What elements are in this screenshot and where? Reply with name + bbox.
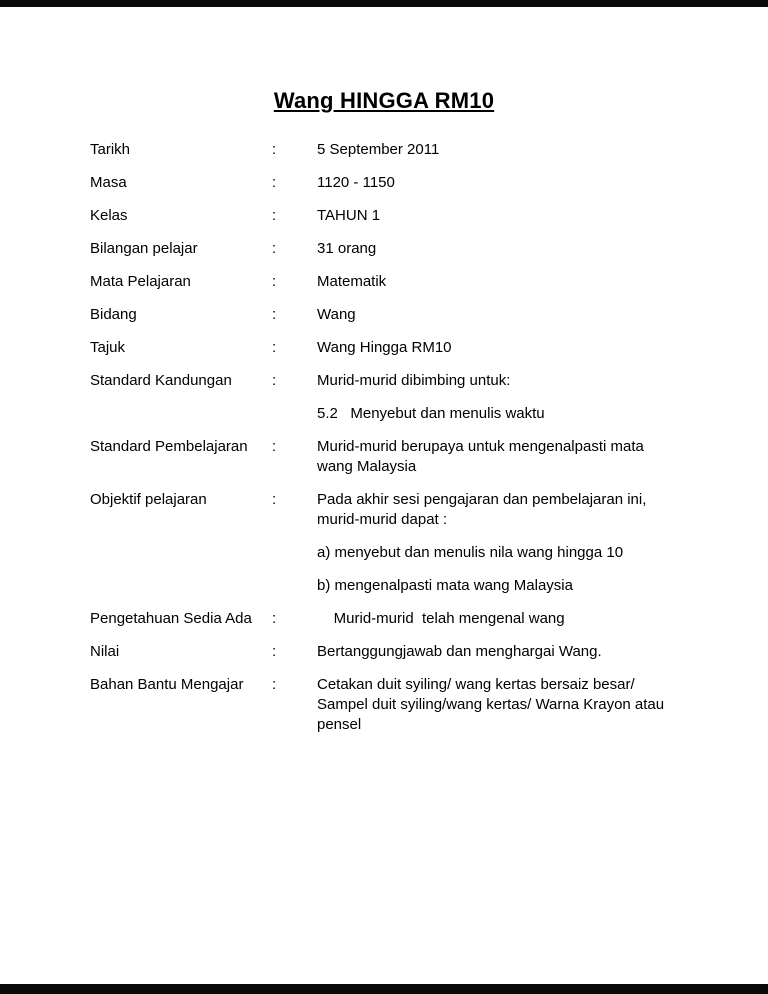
field-separator: : [272,438,277,455]
field-row [90,490,678,596]
field-row [90,140,678,160]
field-separator: : [272,207,277,224]
field-value [317,272,678,292]
field-value-line: Murid-murid berupaya untuk mengenalpasti mata wang Malaysia [317,438,649,475]
field-value-line: Wang [317,306,356,323]
field-value [317,239,678,259]
field-separator: : [272,676,277,693]
field-value [317,206,678,226]
field-value [317,642,678,662]
field-value-line: Matematik [317,273,387,290]
field-label: Standard Kandungan [90,372,232,389]
field-separator: : [272,491,277,508]
field-row [90,305,678,325]
field-row [90,371,678,424]
field-value [317,609,678,629]
top-bar [0,0,768,7]
field-label: Tajuk [90,339,126,356]
field-label: Bidang [90,306,137,323]
field-value [317,675,678,735]
field-value-line: a) menyebut dan menulis nila wang hingga 10 [317,544,624,561]
field-label: Masa [90,174,127,191]
field-row [90,239,678,259]
field-separator: : [272,610,277,627]
field-value-line: Bertanggungjawab dan menghargai Wang. [317,643,602,660]
bottom-bar [0,984,768,994]
field-value-line: Murid-murid dibimbing untuk: [317,372,511,389]
field-value [317,338,678,358]
field-value-line: Murid-murid telah mengenal wang [317,610,565,627]
field-label: Kelas [90,207,128,224]
field-label: Objektif pelajaran [90,491,207,508]
lesson-plan-fields [90,140,678,735]
page-title: Wang HINGGA RM10 [273,88,495,113]
field-label: Mata Pelajaran [90,273,191,290]
field-row [90,609,678,629]
field-separator: : [272,339,277,356]
field-row [90,272,678,292]
field-value-line: Wang Hingga RM10 [317,339,452,356]
field-value [317,490,678,596]
field-row [90,675,678,735]
field-label: Tarikh [90,141,131,158]
field-value-line: b) mengenalpasti mata wang Malaysia [317,577,573,594]
field-value [317,437,678,477]
field-separator: : [272,306,277,323]
field-label: Bahan Bantu Mengajar [90,676,244,693]
field-value-line: 5 September 2011 [317,141,440,158]
field-label: Nilai [90,643,120,660]
field-value-line: 31 orang [317,240,377,257]
field-row [90,338,678,358]
field-separator: : [272,372,277,389]
field-separator: : [272,240,277,257]
field-row [90,173,678,193]
field-row [90,642,678,662]
field-row [90,206,678,226]
field-value-line: Cetakan duit syiling/ wang kertas bersaiz besar/ Sampel duit syiling/wang kertas/ Warna Krayon atau pensel [317,676,669,733]
field-value-line: Pada akhir sesi pengajaran dan pembelajaran ini, murid-murid dapat : [317,491,651,528]
field-value-line: 5.2 Menyebut dan menulis waktu [317,405,545,422]
field-value-line: TAHUN 1 [317,207,381,224]
field-value-line: 1120 - 1150 [317,174,395,191]
field-separator: : [272,643,277,660]
field-label: Standard Pembelajaran [90,438,248,455]
field-value [317,140,678,160]
field-separator: : [272,174,277,191]
field-label: Bilangan pelajar [90,240,198,257]
field-row [90,437,678,477]
field-separator: : [272,273,277,290]
field-label: Pengetahuan Sedia Ada [90,610,252,627]
field-value [317,305,678,325]
field-value [317,371,678,424]
field-value [317,173,678,193]
field-separator: : [272,141,277,158]
